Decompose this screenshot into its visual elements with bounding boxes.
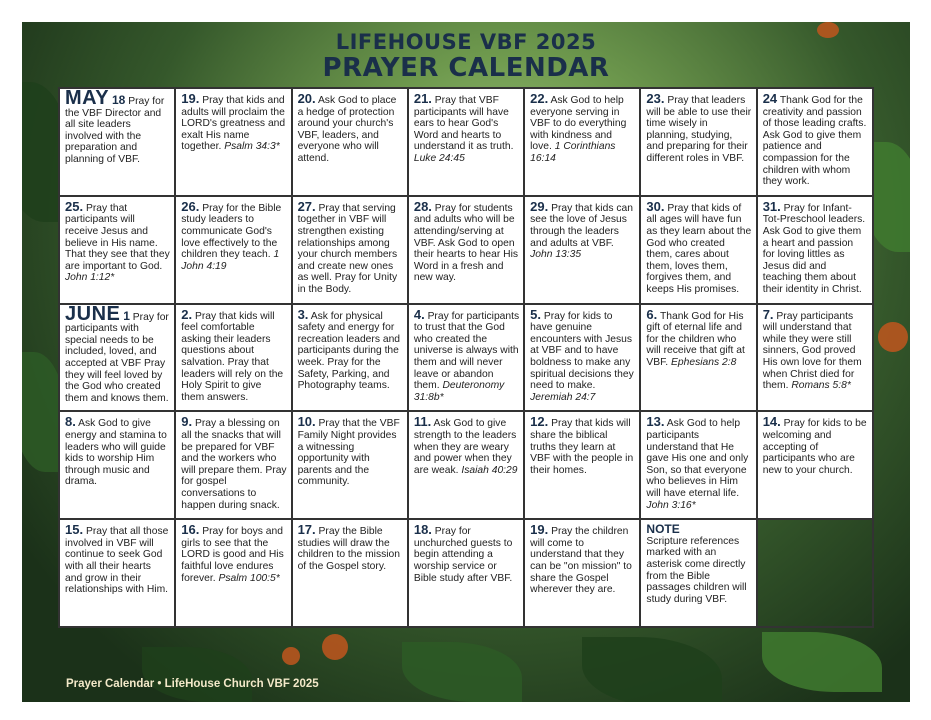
calendar-day-cell <box>59 304 175 412</box>
prayer-text: Ask God to give energy and stamina to leaders who will guide kids to worship Him through music and drama. <box>65 418 167 488</box>
day-number: 9. <box>181 414 193 430</box>
day-number: 12. <box>530 414 549 430</box>
flower-decoration <box>282 647 300 665</box>
flower-decoration <box>878 322 908 352</box>
calendar-day-cell <box>175 88 291 196</box>
prayer-text: Ask for physical safety and energy for recreation leaders and participants during the week. Pray for the Safety, Parking, and Photography teams. <box>297 310 401 392</box>
day-number: 16. <box>181 522 200 538</box>
scripture-reference: 1 John 4:19 <box>181 249 280 272</box>
day-number: 25. <box>65 198 84 214</box>
prayer-text: Pray that participants will receive Jesus and believe in His name. That they see that they are important to God. <box>65 202 170 272</box>
day-number: 23. <box>646 91 665 106</box>
calendar-day-cell <box>59 411 175 519</box>
scripture-reference: John 1:12* <box>65 272 115 284</box>
calendar-day-cell <box>59 519 175 627</box>
scripture-reference: Isaiah 40:29 <box>461 464 518 476</box>
prayer-text: Pray that kids and adults will proclaim the LORD's greatness and exalt His name together. <box>181 95 286 153</box>
calendar-header <box>22 30 910 82</box>
day-number: 19. <box>530 522 549 538</box>
calendar-day-cell <box>524 519 640 627</box>
foliage-decoration <box>142 647 252 702</box>
month-label: JUNE <box>65 303 121 325</box>
day-number: 5. <box>530 306 541 322</box>
calendar-day-cell <box>757 304 873 412</box>
prayer-text: Pray a blessing on all the snacks that will be prepared for VBF and the workers who will prepare them. Pray for gospel conversations to happen during snack. <box>181 418 287 511</box>
calendar-day-cell <box>640 196 756 304</box>
scripture-reference: Psalm 100:5* <box>218 572 280 584</box>
calendar-day-cell <box>175 196 291 304</box>
calendar-day-cell <box>59 88 175 196</box>
scripture-reference: John 3:16* <box>646 499 696 511</box>
day-number: 6. <box>646 306 658 322</box>
scripture-reference: John 13:35 <box>530 249 582 261</box>
calendar-day-cell <box>292 196 408 304</box>
scripture-reference: Luke 24:45 <box>413 152 465 164</box>
prayer-text: Pray that kids will feel comfortable asking their leaders questions about salvation. Pray that leaders will rely on the Holy Spirit to give them answers. <box>181 310 284 403</box>
prayer-text: Pray that leaders will be able to use their time wisely in planning, studying, and preparing for their different roles in VBF. <box>646 95 752 164</box>
day-number: 14. <box>762 414 781 430</box>
calendar-grid <box>58 87 874 628</box>
day-number: 20. <box>297 91 316 106</box>
day-number: 4. <box>413 306 425 322</box>
day-number: 27. <box>297 198 316 214</box>
prayer-text: Thank God for His gift of eternal life and for the children who will receive that gift at VBF. <box>646 310 745 368</box>
calendar-day-cell <box>408 519 524 627</box>
prayer-text: Pray for the VBF Director and all site leaders involved with the preparation and planning of VBF. <box>65 96 165 165</box>
day-number: 7. <box>762 306 774 322</box>
calendar-day-cell <box>757 88 873 196</box>
day-number: 29. <box>530 198 549 214</box>
day-number: 15. <box>65 522 84 538</box>
foliage-decoration <box>402 642 522 702</box>
calendar-day-cell <box>640 88 756 196</box>
foliage-decoration <box>762 632 882 692</box>
calendar-day-cell <box>640 411 756 519</box>
prayer-text: Pray for students and adults who will be attending/serving at VBF. Ask God to open their hearts to hear His Word in a fresh and new way. <box>413 202 519 284</box>
day-number: 10. <box>297 414 316 430</box>
note-text: Scripture references marked with an asterisk come directly from the Bible passages children will study during VBF. <box>646 535 747 605</box>
day-number: 18 <box>111 93 126 107</box>
calendar-page <box>22 22 910 702</box>
day-number: 28. <box>413 198 432 214</box>
prayer-text: Pray for participants to trust that the God who created the universe is always with them and will never leave or abandon them. <box>413 310 520 392</box>
note-title: NOTE <box>646 522 680 537</box>
calendar-day-cell <box>175 519 291 627</box>
foliage-decoration <box>582 637 722 702</box>
calendar-day-cell <box>524 411 640 519</box>
scripture-reference: Jeremiah 24:7 <box>530 391 596 403</box>
scripture-reference: Deuteronomy 31:8b* <box>413 380 505 403</box>
calendar-day-cell <box>175 304 291 412</box>
day-number: 21. <box>413 91 432 106</box>
calendar-day-cell <box>408 196 524 304</box>
prayer-text: Pray for boys and girls to see that the LORD is good and His faithful love endures forever. <box>181 526 284 584</box>
calendar-day-cell <box>757 196 873 304</box>
calendar-day-cell <box>524 88 640 196</box>
flower-decoration <box>322 634 348 660</box>
scripture-reference: Romans 5:8* <box>791 380 851 392</box>
prayer-text: Pray for the Bible study leaders to communicate God's love effectively to the children they teach. <box>181 202 282 261</box>
prayer-text: Pray for kids to be welcoming and accepting of participants who are new to your church. <box>762 418 867 476</box>
prayer-text: Ask God to give strength to the leaders when they are weary and power when they are weak. <box>413 418 517 476</box>
prayer-text: Pray the children will come to understand that they can be "on mission" to share the Gospel wherever they are. <box>530 526 632 596</box>
prayer-text: Pray for Infant-Tot-Preschool leaders. Ask God to give them a heart and passion for loving littles as Jesus did and teaching them about their identity in Christ. <box>762 202 866 295</box>
day-number: 19. <box>181 91 200 106</box>
day-number: 31. <box>762 198 781 214</box>
day-number: 18. <box>413 522 432 538</box>
calendar-day-cell <box>524 196 640 304</box>
prayer-text: Pray for unchurched guests to begin attending a worship service or Bible study after VBF. <box>413 526 513 584</box>
calendar-day-cell <box>408 304 524 412</box>
day-number: 11. <box>413 414 432 430</box>
prayer-text: Pray that kids of all ages will have fun as they learn about the God who created them, cares about them, loves them, forgives them, and keeps His promises. <box>646 202 752 295</box>
scripture-reference: 1 Corinthians 16:14 <box>530 141 616 164</box>
calendar-day-cell <box>408 411 524 519</box>
note-cell <box>640 519 756 627</box>
footer-text: Prayer Calendar • LifeHouse Church VBF 2025 <box>66 678 319 690</box>
prayer-text: Pray that VBF participants will have ears to hear God's Word and hearts to understand it as truth. <box>413 95 514 153</box>
prayer-text: Ask God to place a hedge of protection around your church's VBF, leaders, and everyone who will attend. <box>297 95 397 164</box>
prayer-text: Pray that serving together in VBF will strengthen existing relationships among your church members and create new ones as well. Pray for Unity in the Body. <box>297 202 398 295</box>
scripture-reference: Ephesians 2:8 <box>671 356 737 368</box>
title-line-1: LIFEHOUSE VBF 2025 <box>335 30 597 54</box>
calendar-cell-empty <box>757 519 873 627</box>
prayer-text: Pray that all those involved in VBF will continue to seek God with all their hearts and grow in their relationships with Him. <box>65 526 169 596</box>
day-number: 30. <box>646 198 665 214</box>
calendar-day-cell <box>408 88 524 196</box>
day-number: 3. <box>297 306 309 322</box>
prayer-text: Pray the Bible studies will draw the children to the mission of the Gospel story. <box>297 526 401 572</box>
calendar-day-cell <box>524 304 640 412</box>
page-title: PRAYER CALENDAR <box>322 53 610 83</box>
day-number: 2. <box>181 306 193 322</box>
calendar-day-cell <box>59 196 175 304</box>
prayer-text: Pray for kids to have genuine encounters with Jesus at VBF and to have boldness to make any spiritual decisions they need to make. <box>530 310 634 392</box>
day-number: 26. <box>181 198 200 214</box>
day-number: 24 <box>762 91 778 106</box>
calendar-day-cell <box>175 411 291 519</box>
day-number: 13. <box>646 414 665 430</box>
prayer-text: Ask God to help everyone serving in VBF to do everything with kindness and love. <box>530 95 627 153</box>
day-number: 22. <box>530 91 549 106</box>
calendar-day-cell <box>292 304 408 412</box>
prayer-text: Pray that kids can see the love of Jesus through the leaders and adults at VBF. <box>530 202 633 249</box>
calendar-day-cell <box>292 519 408 627</box>
calendar-day-cell <box>292 411 408 519</box>
prayer-text: Pray for participants with special needs to be included, loved, and accepted at VBF Pray they will feel loved by the God who created them and knows them. <box>65 311 169 404</box>
day-number: 1 <box>123 308 130 323</box>
calendar-day-cell <box>640 304 756 412</box>
prayer-text: Pray participants will understand that while they were still sinners, God proved His own love for them when Christ died for them. <box>762 310 862 392</box>
prayer-text: Pray that the VBF Family Night provides a witnessing opportunity with parents and the community. <box>297 418 400 488</box>
month-label: MAY <box>65 88 110 109</box>
calendar-day-cell <box>757 411 873 519</box>
scripture-reference: Psalm 34:3* <box>224 141 280 153</box>
calendar-day-cell <box>292 88 408 196</box>
prayer-text: Ask God to help participants understand that He gave His one and only Son, so that everyone who believes in Him will have eternal life. <box>646 418 749 499</box>
day-number: 8. <box>65 414 76 430</box>
prayer-text: Pray that kids will share the biblical truths they learn at VBF with the people in their homes. <box>530 418 634 476</box>
day-number: 17. <box>297 522 316 538</box>
prayer-text: Thank God for the creativity and passion of those leading crafts. Ask God to give them patience and compassion for the children with whom they work. <box>762 95 867 188</box>
